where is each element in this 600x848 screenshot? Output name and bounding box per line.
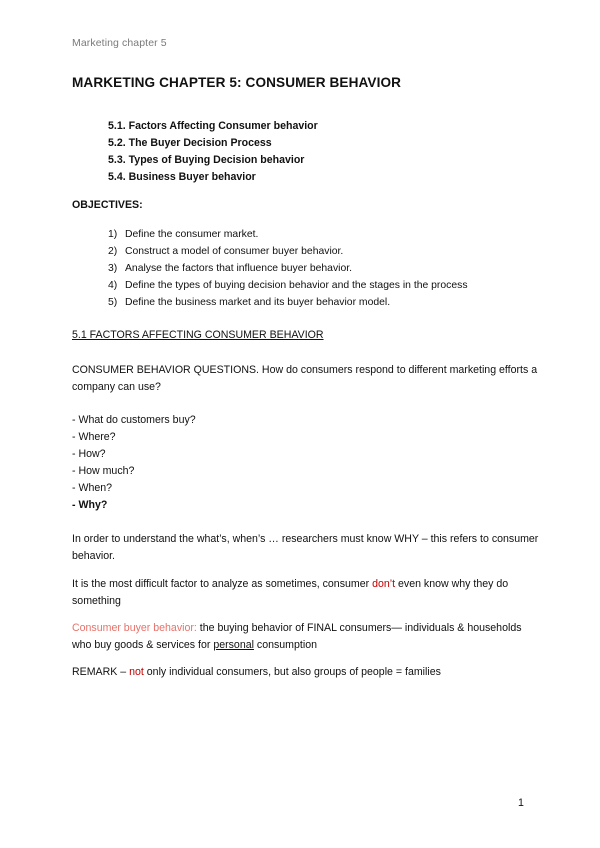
section-heading: 5.1 FACTORS AFFECTING CONSUMER BEHAVIOR	[72, 329, 324, 341]
question-item: - How much?	[72, 465, 135, 477]
objective-item	[108, 277, 468, 294]
objective-text: Analyse the factors that influence buyer behavior.	[125, 263, 353, 274]
objective-number: 2)	[108, 246, 118, 257]
toc-item: 5.2. The Buyer Decision Process	[108, 137, 272, 149]
page-number: 1	[518, 797, 524, 809]
objective-text: Define the business market and its buyer behavior model.	[125, 297, 391, 308]
objective-item	[108, 260, 468, 277]
document-title: MARKETING CHAPTER 5: CONSUMER BEHAVIOR	[72, 75, 402, 90]
question-item: - How?	[72, 448, 106, 460]
objective-number: 3)	[108, 263, 118, 274]
question-item-why	[72, 497, 196, 514]
definition-paragraph	[72, 620, 542, 654]
objective-text: Define the consumer market.	[125, 229, 259, 240]
objective-item	[108, 226, 468, 243]
objective-item	[108, 294, 468, 311]
objective-number: 5)	[108, 297, 118, 308]
toc-item: 5.4. Business Buyer behavior	[108, 171, 256, 183]
question-item: - What do customers buy?	[72, 414, 196, 426]
running-header: Marketing chapter 5	[72, 37, 167, 49]
objective-number: 4)	[108, 280, 118, 291]
question-prefix: -	[72, 499, 79, 511]
objective-text: Construct a model of consumer buyer behavior.	[125, 246, 344, 257]
toc-item: 5.1. Factors Affecting Consumer behavior	[108, 120, 318, 132]
question-item: - When?	[72, 482, 113, 494]
objective-number: 1)	[108, 229, 118, 240]
objective-item	[108, 243, 468, 260]
toc-item: 5.3. Types of Buying Decision behavior	[108, 154, 305, 166]
why-paragraph: In order to understand the what’s, when’s … researchers must know WHY – this refers to consumer behavior.	[72, 533, 539, 562]
questions-intro-paragraph: CONSUMER BEHAVIOR QUESTIONS. How do consumers respond to different marketing efforts a company can use?	[72, 364, 538, 393]
objectives-list	[108, 226, 468, 311]
questions-list	[72, 412, 196, 514]
difficult-factor-paragraph	[72, 576, 542, 610]
definition-text-after: consumption	[253, 639, 317, 651]
remark-paragraph	[72, 664, 542, 681]
objective-text: Define the types of buying decision behavior and the stages in the process	[125, 280, 468, 291]
definition-text-before: the buying behavior of FINAL consumers— individuals & households who buy goods & services for	[72, 622, 522, 651]
objectives-heading: OBJECTIVES:	[72, 199, 143, 211]
question-why-text: Why?	[78, 499, 108, 511]
table-of-contents	[108, 118, 318, 186]
remark-text-before: REMARK –	[72, 666, 130, 678]
dont-highlight: don’t	[372, 578, 396, 590]
definition-term: Consumer buyer behavior:	[72, 622, 197, 634]
difficult-text-before: It is the most difficult factor to analyze as sometimes, consumer	[72, 578, 373, 590]
not-highlight: not	[129, 666, 144, 678]
personal-underlined: personal	[213, 639, 254, 651]
question-item: - Where?	[72, 431, 116, 443]
difficult-text-after: even know why they do something	[72, 578, 509, 607]
remark-text-after: only individual consumers, but also groups of people = families	[143, 666, 441, 678]
